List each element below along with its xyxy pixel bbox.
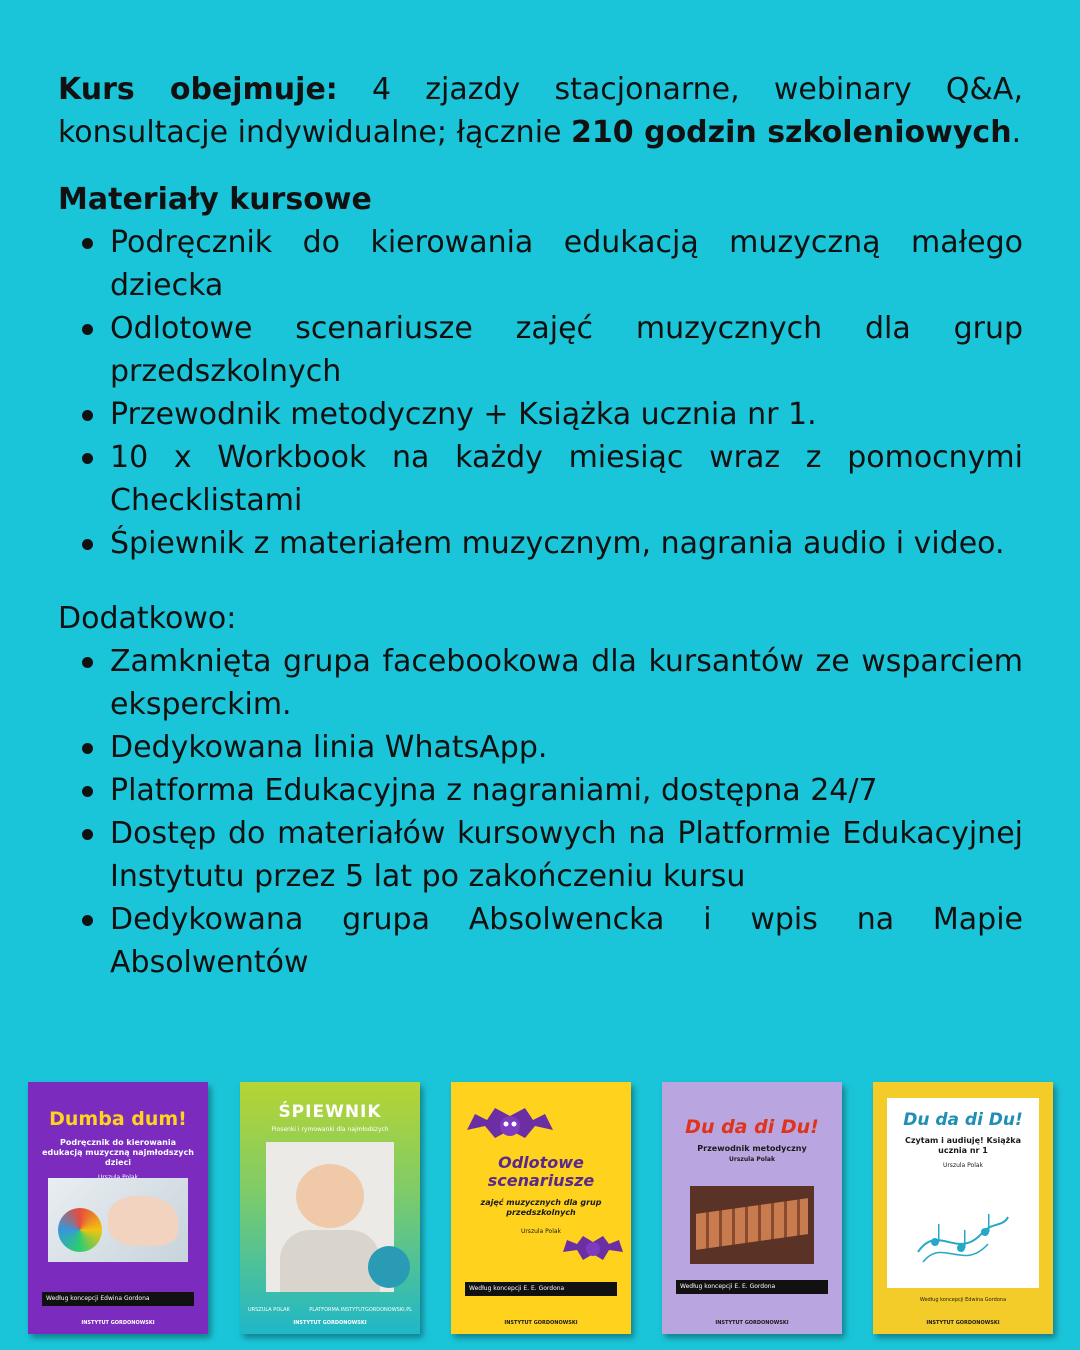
book-subtitle: Czytam i audiuję! Książka ucznia nr 1: [905, 1136, 1021, 1155]
list-item: Podręcznik do kierowania edukacją muzyczną małego dziecka: [58, 221, 1023, 307]
book-title: Du da di Du!: [903, 1110, 1023, 1130]
book-publisher: INSTYTUT GORDONOWSKI: [293, 1320, 367, 1326]
xylophone-image: [690, 1186, 814, 1264]
book-subtitle: Przewodnik metodyczny: [697, 1144, 807, 1153]
intro-hours: 210 godzin szkoleniowych: [571, 115, 1012, 150]
materials-heading: Materiały kursowe: [58, 182, 372, 217]
book-publisher: INSTYTUT GORDONOWSKI: [926, 1320, 1000, 1326]
list-item: Śpiewnik z materiałem muzycznym, nagrania audio i video.: [58, 522, 1023, 565]
book-publisher: INSTYTUT GORDONOWSKI: [504, 1320, 578, 1326]
book-cover-du-da-di-du-przewodnik: [662, 1082, 842, 1334]
book-author: Urszula Polak: [520, 1228, 562, 1235]
list-item: Zamknięta grupa facebookowa dla kursantów ze wsparciem eksperckim.: [58, 640, 1023, 726]
book-series-bar: Według koncepcji E. E. Gordona: [676, 1280, 828, 1294]
book-title: Du da di Du!: [685, 1116, 819, 1138]
list-item: Odlotowe scenariusze zajęć muzycznych dla grup przedszkolnych: [58, 307, 1023, 393]
intro-lead: Kurs obejmuje:: [58, 72, 338, 107]
book-title: ŚPIEWNIK: [278, 1102, 382, 1122]
book-series-bar: Według koncepcji Edwina Gordona: [919, 1297, 1007, 1303]
book-author: Urszula Polak: [942, 1162, 984, 1169]
extras-list: [58, 640, 1023, 984]
book-series-bar: PLATFORMA.INSTYTUTGORDONOWSKI.PL: [309, 1307, 412, 1313]
materials-list: [58, 221, 1023, 565]
list-item: Dedykowana linia WhatsApp.: [58, 726, 1023, 769]
book-publisher: INSTYTUT GORDONOWSKI: [715, 1320, 789, 1326]
promo-badge: [368, 1246, 410, 1288]
list-item: Dedykowana grupa Absolwencka i wpis na Mapie Absolwentów: [58, 898, 1023, 984]
bat-icon: [563, 1232, 623, 1268]
list-item: Dostęp do materiałów kursowych na Platformie Edukacyjnej Instytutu przez 5 lat po zakończeniu kursu: [58, 812, 1023, 898]
book-cover-odlotowe-scenariusze: [451, 1082, 631, 1334]
book-subtitle: zajęć muzycznych dla grup przedszkolnych: [480, 1198, 602, 1217]
intro-end: .: [1011, 115, 1022, 150]
list-item: 10 x Workbook na każdy miesiąc wraz z pomocnymi Checklistami: [58, 436, 1023, 522]
book-covers-row: [0, 1080, 1080, 1338]
book-cover-dumba-dum: [28, 1082, 208, 1334]
baby-photo-image: [48, 1178, 188, 1262]
book-author: URSZULA POLAK: [248, 1307, 290, 1313]
book-subtitle: Piosenki i rymowanki dla najmłodszych: [271, 1126, 389, 1133]
bat-icon: [465, 1104, 555, 1148]
list-item: Przewodnik metodyczny + Książka ucznia nr 1.: [58, 393, 1023, 436]
list-item: Platforma Edukacyjna z nagraniami, dostępna 24/7: [58, 769, 1023, 812]
music-notes-icon: [913, 1202, 1013, 1272]
book-series-bar: Według koncepcji Edwina Gordona: [42, 1292, 194, 1306]
book-cover-spiewnik: [240, 1082, 420, 1334]
book-subtitle: Podręcznik do kierowania edukacją muzyczną najmłodszych dzieci: [42, 1138, 194, 1167]
book-title: Odlotowe scenariusze: [487, 1153, 595, 1190]
book-series-bar: Według koncepcji E. E. Gordona: [465, 1282, 617, 1296]
book-author: Urszula Polak: [729, 1156, 775, 1163]
book-publisher: INSTYTUT GORDONOWSKI: [81, 1320, 155, 1326]
book-title: Dumba dum!: [49, 1108, 187, 1130]
course-description: [58, 68, 1023, 984]
intro-text: 4 zjazdy stacjonarne, webinary Q&A, konsultacje indywidualne; łącznie: [58, 72, 1023, 150]
extras-heading: Dodatkowo:: [58, 601, 237, 636]
course-intro: [58, 68, 1023, 154]
book-cover-du-da-di-du-ksiazka: [873, 1082, 1053, 1334]
